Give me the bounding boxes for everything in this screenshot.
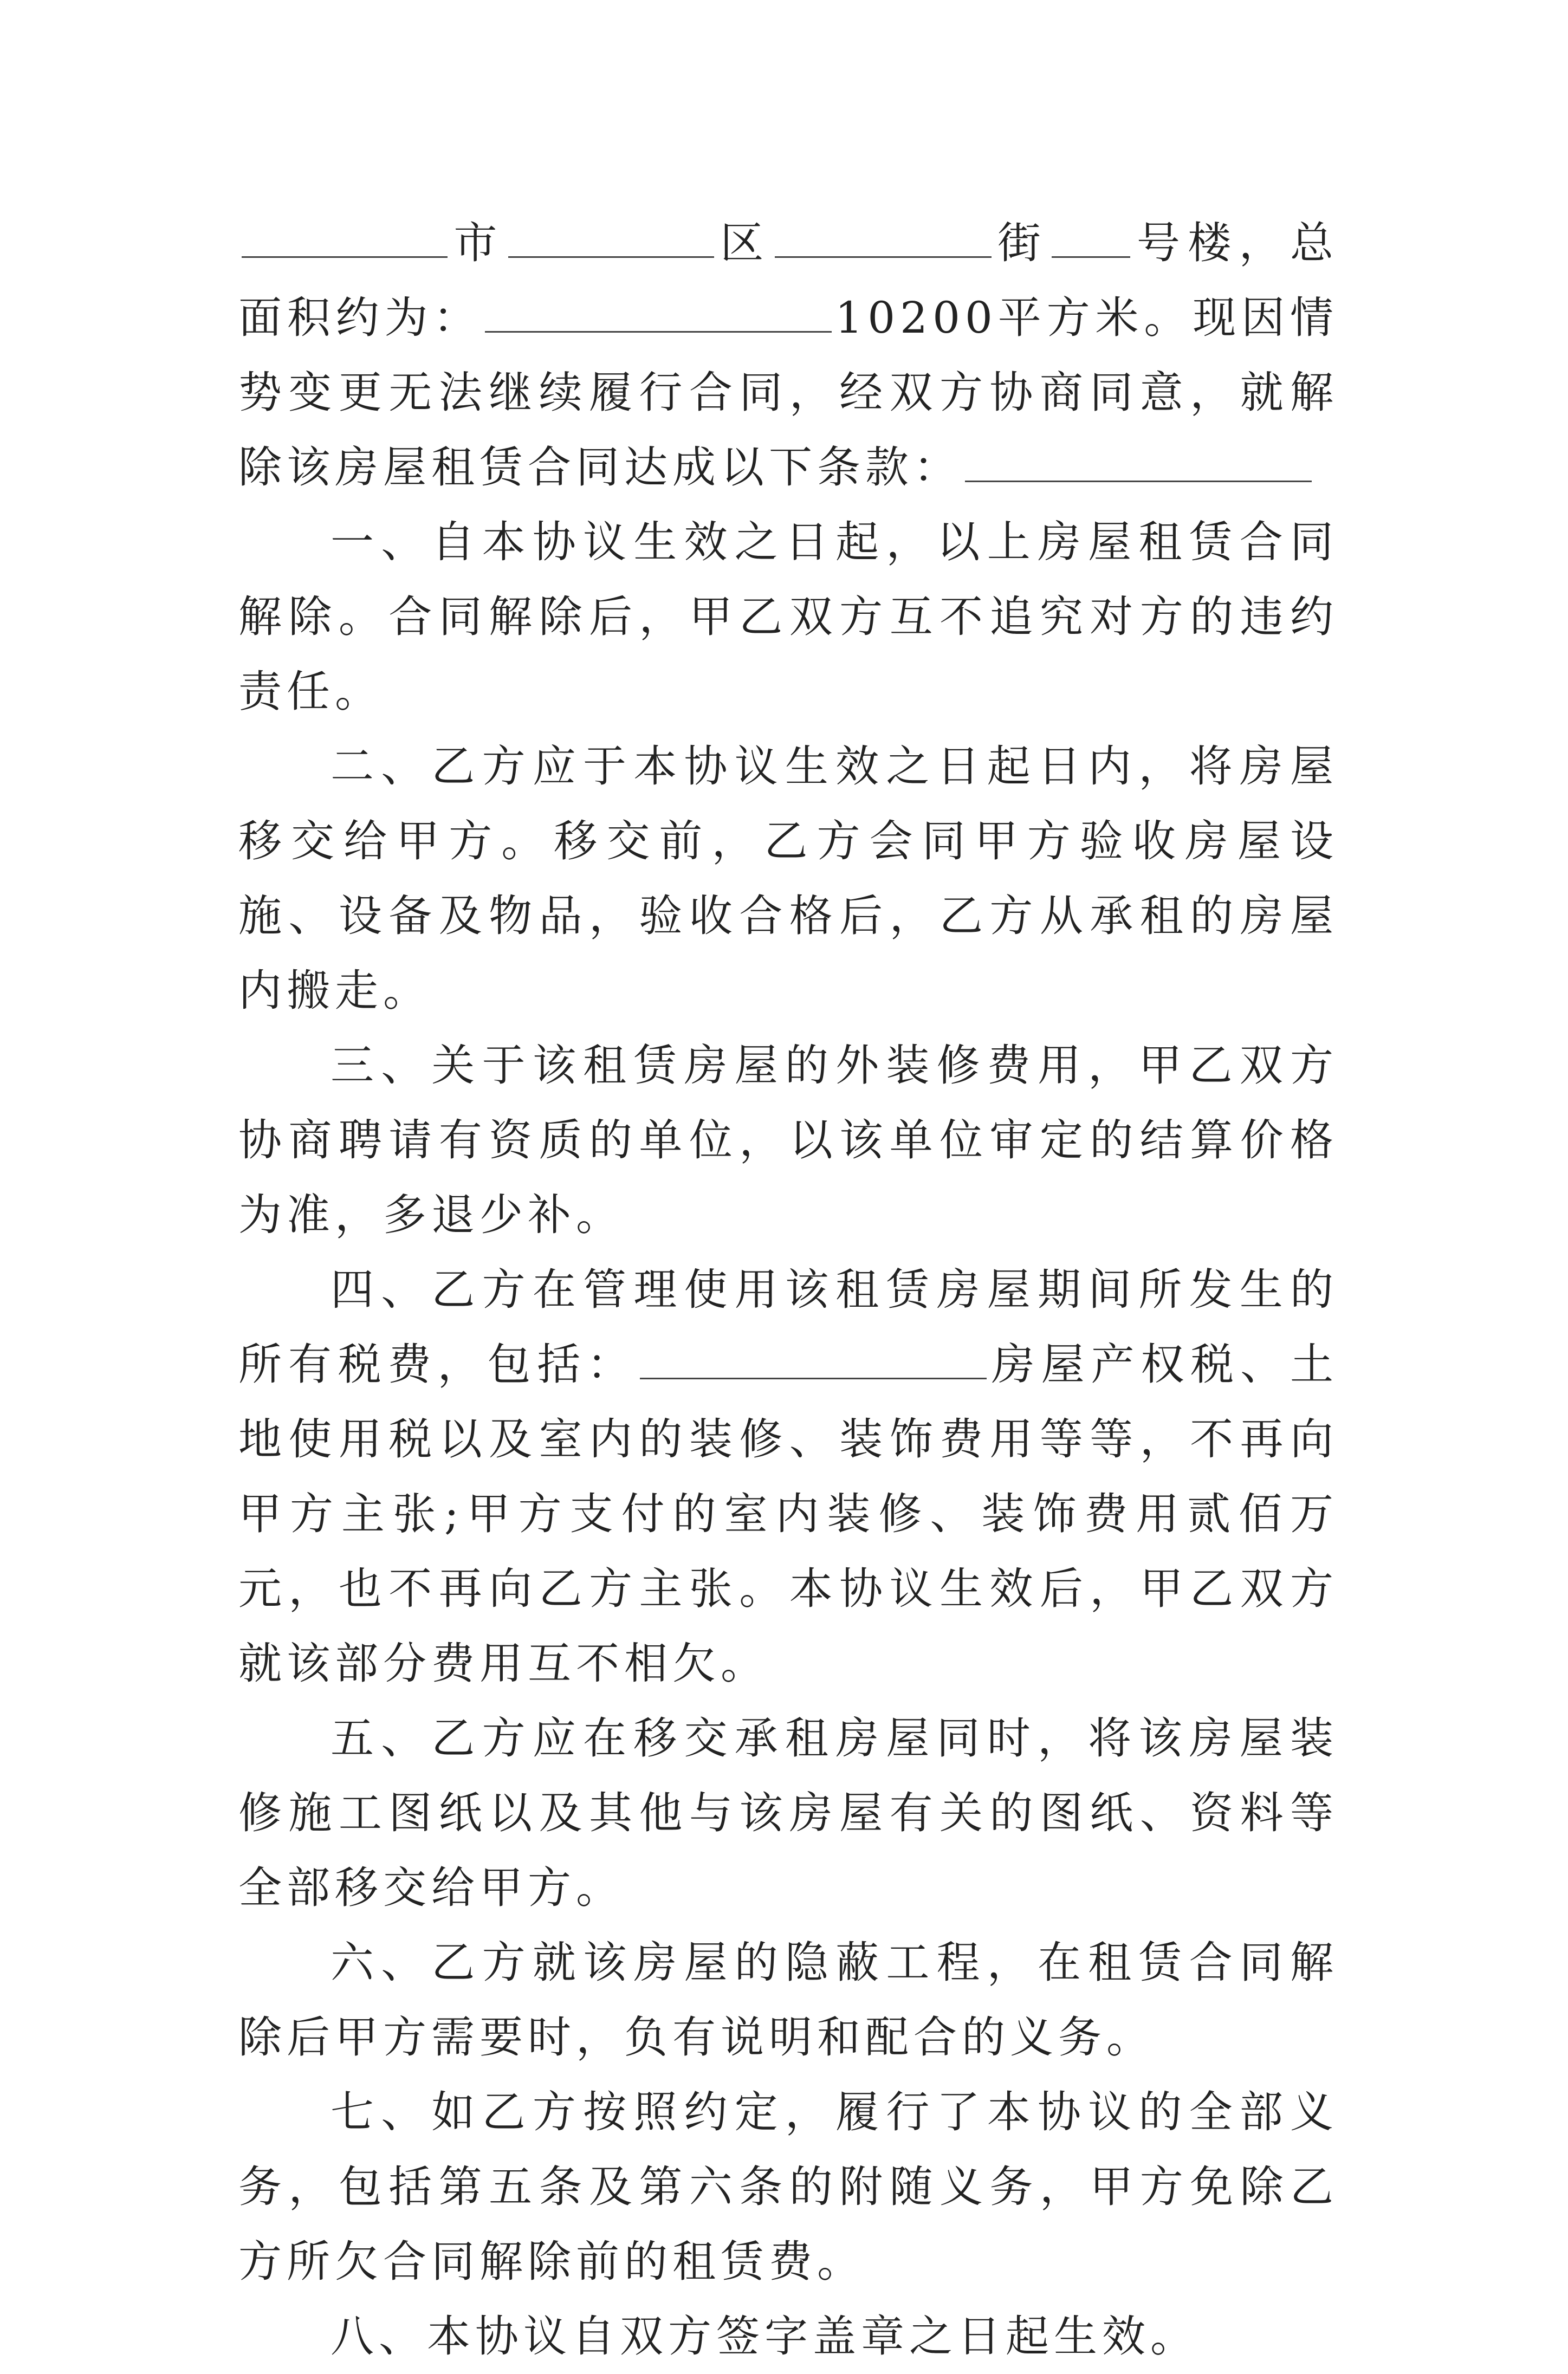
blank-city (242, 218, 448, 258)
district-label: 区 (717, 218, 772, 268)
blank-tax-items (640, 1340, 987, 1379)
document-body (238, 206, 1338, 2374)
clause-8: 八、本协议自双方签字盖章之日起生效。 (331, 2311, 1198, 2362)
street-label: 街 (994, 218, 1049, 268)
blank-district (508, 218, 714, 258)
blank-area (485, 293, 832, 333)
clause-7: 七、如乙方按照约定，履行了本协议的全部义务，包括第五条及第六条的附随义务，甲方免除乙方所欠合同解除前的租赁费。 (238, 2087, 1338, 2287)
area-text: 平方米。现因情势变更无法继续履行合同，经双方协商同意，就解除该房屋租赁合同达成以下条款： (238, 293, 1338, 492)
clause-4 (238, 1253, 1338, 1701)
blank-street (775, 218, 992, 258)
city-label: 市 (451, 218, 505, 268)
building-label: 号楼，总面积约为： (238, 218, 1339, 343)
area-value: 10200 (835, 293, 997, 343)
clause-4-rest: 房屋产权税、土地使用税以及室内的装修、装饰费用等等，不再向甲方主张;甲方支付的室内装修、装饰费用贰佰万元，也不再向乙方主张。本协议生效后，甲乙双方就该部分费用互不相欠。 (238, 1339, 1339, 1689)
clause-1: 一、自本协议生效之日起，以上房屋租赁合同解除。合同解除后，甲乙双方互不追究对方的违约责任。 (238, 517, 1338, 717)
clause-3: 三、关于该租赁房屋的外装修费用，甲乙双方协商聘请有资质的单位，以该单位审定的结算价格为准，多退少补。 (238, 1040, 1338, 1240)
clause-2: 二、乙方应于本协议生效之日起日内，将房屋移交给甲方。移交前，乙方会同甲方验收房屋设施、设备及物品，验收合格后，乙方从承租的房屋内搬走。 (238, 741, 1338, 1016)
clause-6: 六、乙方就该房屋的隐蔽工程，在租赁合同解除后甲方需要时，负有说明和配合的义务。 (238, 1937, 1338, 2062)
clause-5: 五、乙方应在移交承租房屋同时，将该房屋装修施工图纸以及其他与该房屋有关的图纸、资料等全部移交给甲方。 (238, 1713, 1338, 1913)
blank-terms (965, 443, 1312, 482)
clause-4-lead: 四、乙方在管理使用该租赁房屋期间所发生的所有税费，包括： (238, 1264, 1338, 1390)
blank-building-number (1052, 218, 1130, 258)
intro-paragraph (238, 206, 1338, 505)
